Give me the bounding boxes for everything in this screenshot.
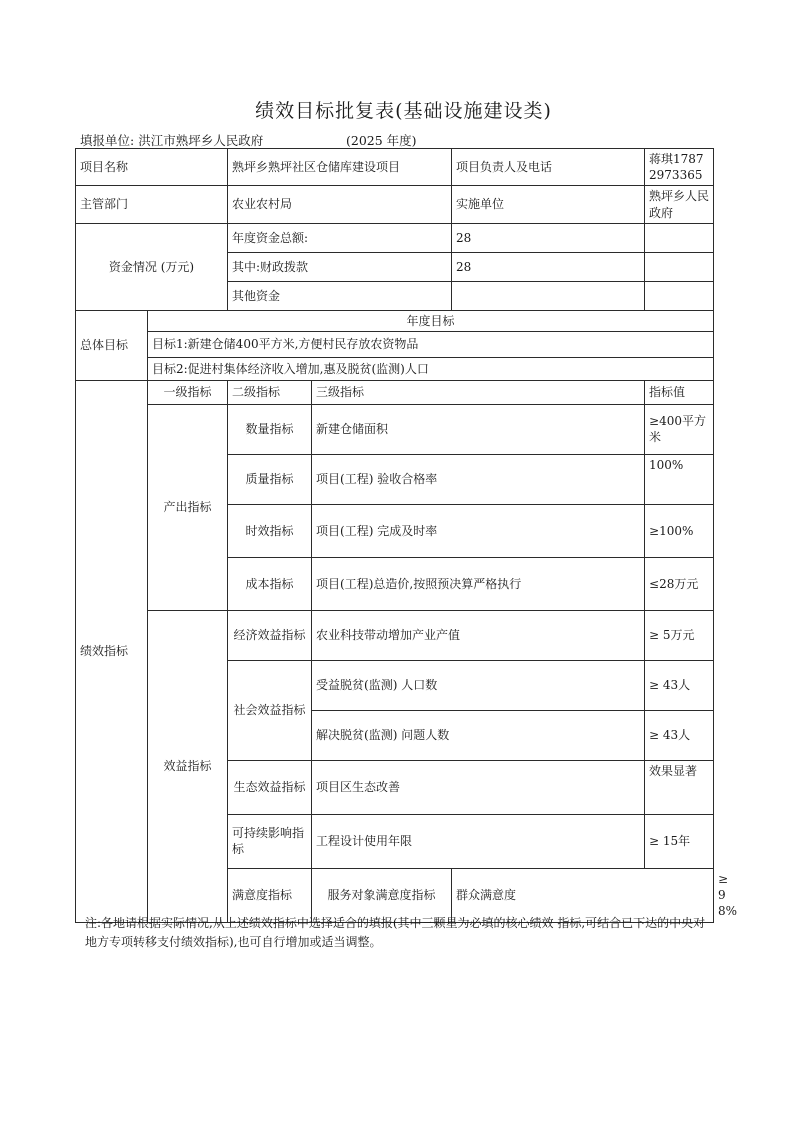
table-row bbox=[76, 380, 714, 404]
overall-goal-label: 总体目标 bbox=[76, 310, 148, 380]
sustain-l3: 工程设计使用年限 bbox=[312, 814, 645, 868]
report-year: (2025 年度) bbox=[346, 133, 417, 148]
cost-l3: 项目(工程)总造价,按照预决算严格执行 bbox=[312, 557, 645, 610]
performance-table bbox=[75, 148, 738, 923]
table-row bbox=[76, 610, 714, 660]
social1-value: ≥ 43人 bbox=[645, 660, 714, 710]
dept-label: 主管部门 bbox=[76, 186, 228, 223]
table-row bbox=[76, 331, 714, 357]
annual-goal-header: 年度目标 bbox=[148, 310, 714, 331]
ecological-l2: 生态效益指标 bbox=[228, 760, 312, 814]
output-indicator-label: 产出指标 bbox=[148, 404, 228, 610]
indicators-label: 绩效指标 bbox=[76, 380, 148, 922]
benefit-indicator-label: 效益指标 bbox=[148, 610, 228, 922]
economic-l3: 农业科技带动增加产业产值 bbox=[312, 610, 645, 660]
table-row bbox=[76, 149, 714, 186]
col-value: 指标值 bbox=[645, 380, 714, 404]
funds-total-value: 28 bbox=[452, 223, 645, 252]
funds-fiscal-label: 其中:财政拨款 bbox=[228, 252, 452, 281]
project-contact-label: 项目负责人及电话 bbox=[452, 149, 645, 186]
funds-fiscal-value: 28 bbox=[452, 252, 645, 281]
goal-1: 目标1:新建仓储400平方米,方便村民存放农资物品 bbox=[148, 331, 714, 357]
reporting-unit-value: 洪江市熟坪乡人民政府 bbox=[138, 133, 264, 148]
quantity-l2: 数量指标 bbox=[228, 404, 312, 454]
satisfaction-l2: 服务对象满意度指标 bbox=[312, 868, 452, 922]
timeliness-l3: 项目(工程) 完成及时率 bbox=[312, 504, 645, 557]
col-level2: 二级指标 bbox=[228, 380, 312, 404]
impl-unit-label: 实施单位 bbox=[452, 186, 645, 223]
col-level1: 一级指标 bbox=[148, 380, 228, 404]
project-name-label: 项目名称 bbox=[76, 149, 228, 186]
reporting-unit-label: 填报单位: bbox=[80, 133, 135, 148]
impl-unit-value: 熟坪乡人民政府 bbox=[645, 186, 714, 223]
funds-fiscal-extra bbox=[645, 252, 714, 281]
reporting-unit bbox=[80, 131, 263, 149]
funds-other-label: 其他资金 bbox=[228, 281, 452, 310]
social-l2: 社会效益指标 bbox=[228, 660, 312, 760]
footnote: 注:各地请根据实际情况,从上述绩效指标中选择适合的填报(其中三颗星为必填的核心绩效 指标,可结合已下达的中央对地方专项转移支付绩效指标),也可自行增加或适当调整。 bbox=[85, 916, 706, 950]
col-level3: 三级指标 bbox=[312, 380, 645, 404]
sustain-value: ≥ 15年 bbox=[645, 814, 714, 868]
quality-value: 100% bbox=[645, 454, 714, 504]
funds-label: 资金情况 (万元) bbox=[76, 223, 228, 310]
ecological-value: 效果显著 bbox=[645, 760, 714, 814]
funds-total-extra bbox=[645, 223, 714, 252]
social1-l3: 受益脱贫(监测) 人口数 bbox=[312, 660, 645, 710]
social2-l3: 解决脱贫(监测) 问题人数 bbox=[312, 710, 645, 760]
timeliness-l2: 时效指标 bbox=[228, 504, 312, 557]
project-name-value: 熟坪乡熟坪社区仓储库建设项目 bbox=[228, 149, 452, 186]
economic-value: ≥ 5万元 bbox=[645, 610, 714, 660]
timeliness-value: ≥100% bbox=[645, 504, 714, 557]
funds-other-value bbox=[452, 281, 645, 310]
social2-value: ≥ 43人 bbox=[645, 710, 714, 760]
satisfaction-l3: 群众满意度 bbox=[452, 868, 714, 922]
page-title: 绩效目标批复表(基础设施建设类) bbox=[255, 100, 552, 122]
sustain-l2: 可持续影响指标 bbox=[228, 814, 312, 868]
project-contact-value: 蒋琪17872973365 bbox=[645, 149, 714, 186]
table-row bbox=[76, 186, 714, 223]
cost-value: ≤28万元 bbox=[645, 557, 714, 610]
funds-total-label: 年度资金总额: bbox=[228, 223, 452, 252]
quality-l3: 项目(工程) 验收合格率 bbox=[312, 454, 645, 504]
funds-other-extra bbox=[645, 281, 714, 310]
table-row bbox=[76, 357, 714, 380]
quantity-value: ≥400平方米 bbox=[645, 404, 714, 454]
table-row bbox=[76, 223, 714, 252]
quality-l2: 质量指标 bbox=[228, 454, 312, 504]
quantity-l3: 新建仓储面积 bbox=[312, 404, 645, 454]
cost-l2: 成本指标 bbox=[228, 557, 312, 610]
economic-l2: 经济效益指标 bbox=[228, 610, 312, 660]
dept-value: 农业农村局 bbox=[228, 186, 452, 223]
goal-2: 目标2:促进村集体经济收入增加,惠及脱贫(监测)人口 bbox=[148, 357, 714, 380]
satisfaction-label: 满意度指标 bbox=[228, 868, 312, 922]
table-row bbox=[76, 310, 714, 331]
ecological-l3: 项目区生态改善 bbox=[312, 760, 645, 814]
table-row: 满意度指标 服务对象满意度指标 群众满意度 ≥98% bbox=[76, 868, 714, 922]
table-row bbox=[76, 404, 714, 454]
